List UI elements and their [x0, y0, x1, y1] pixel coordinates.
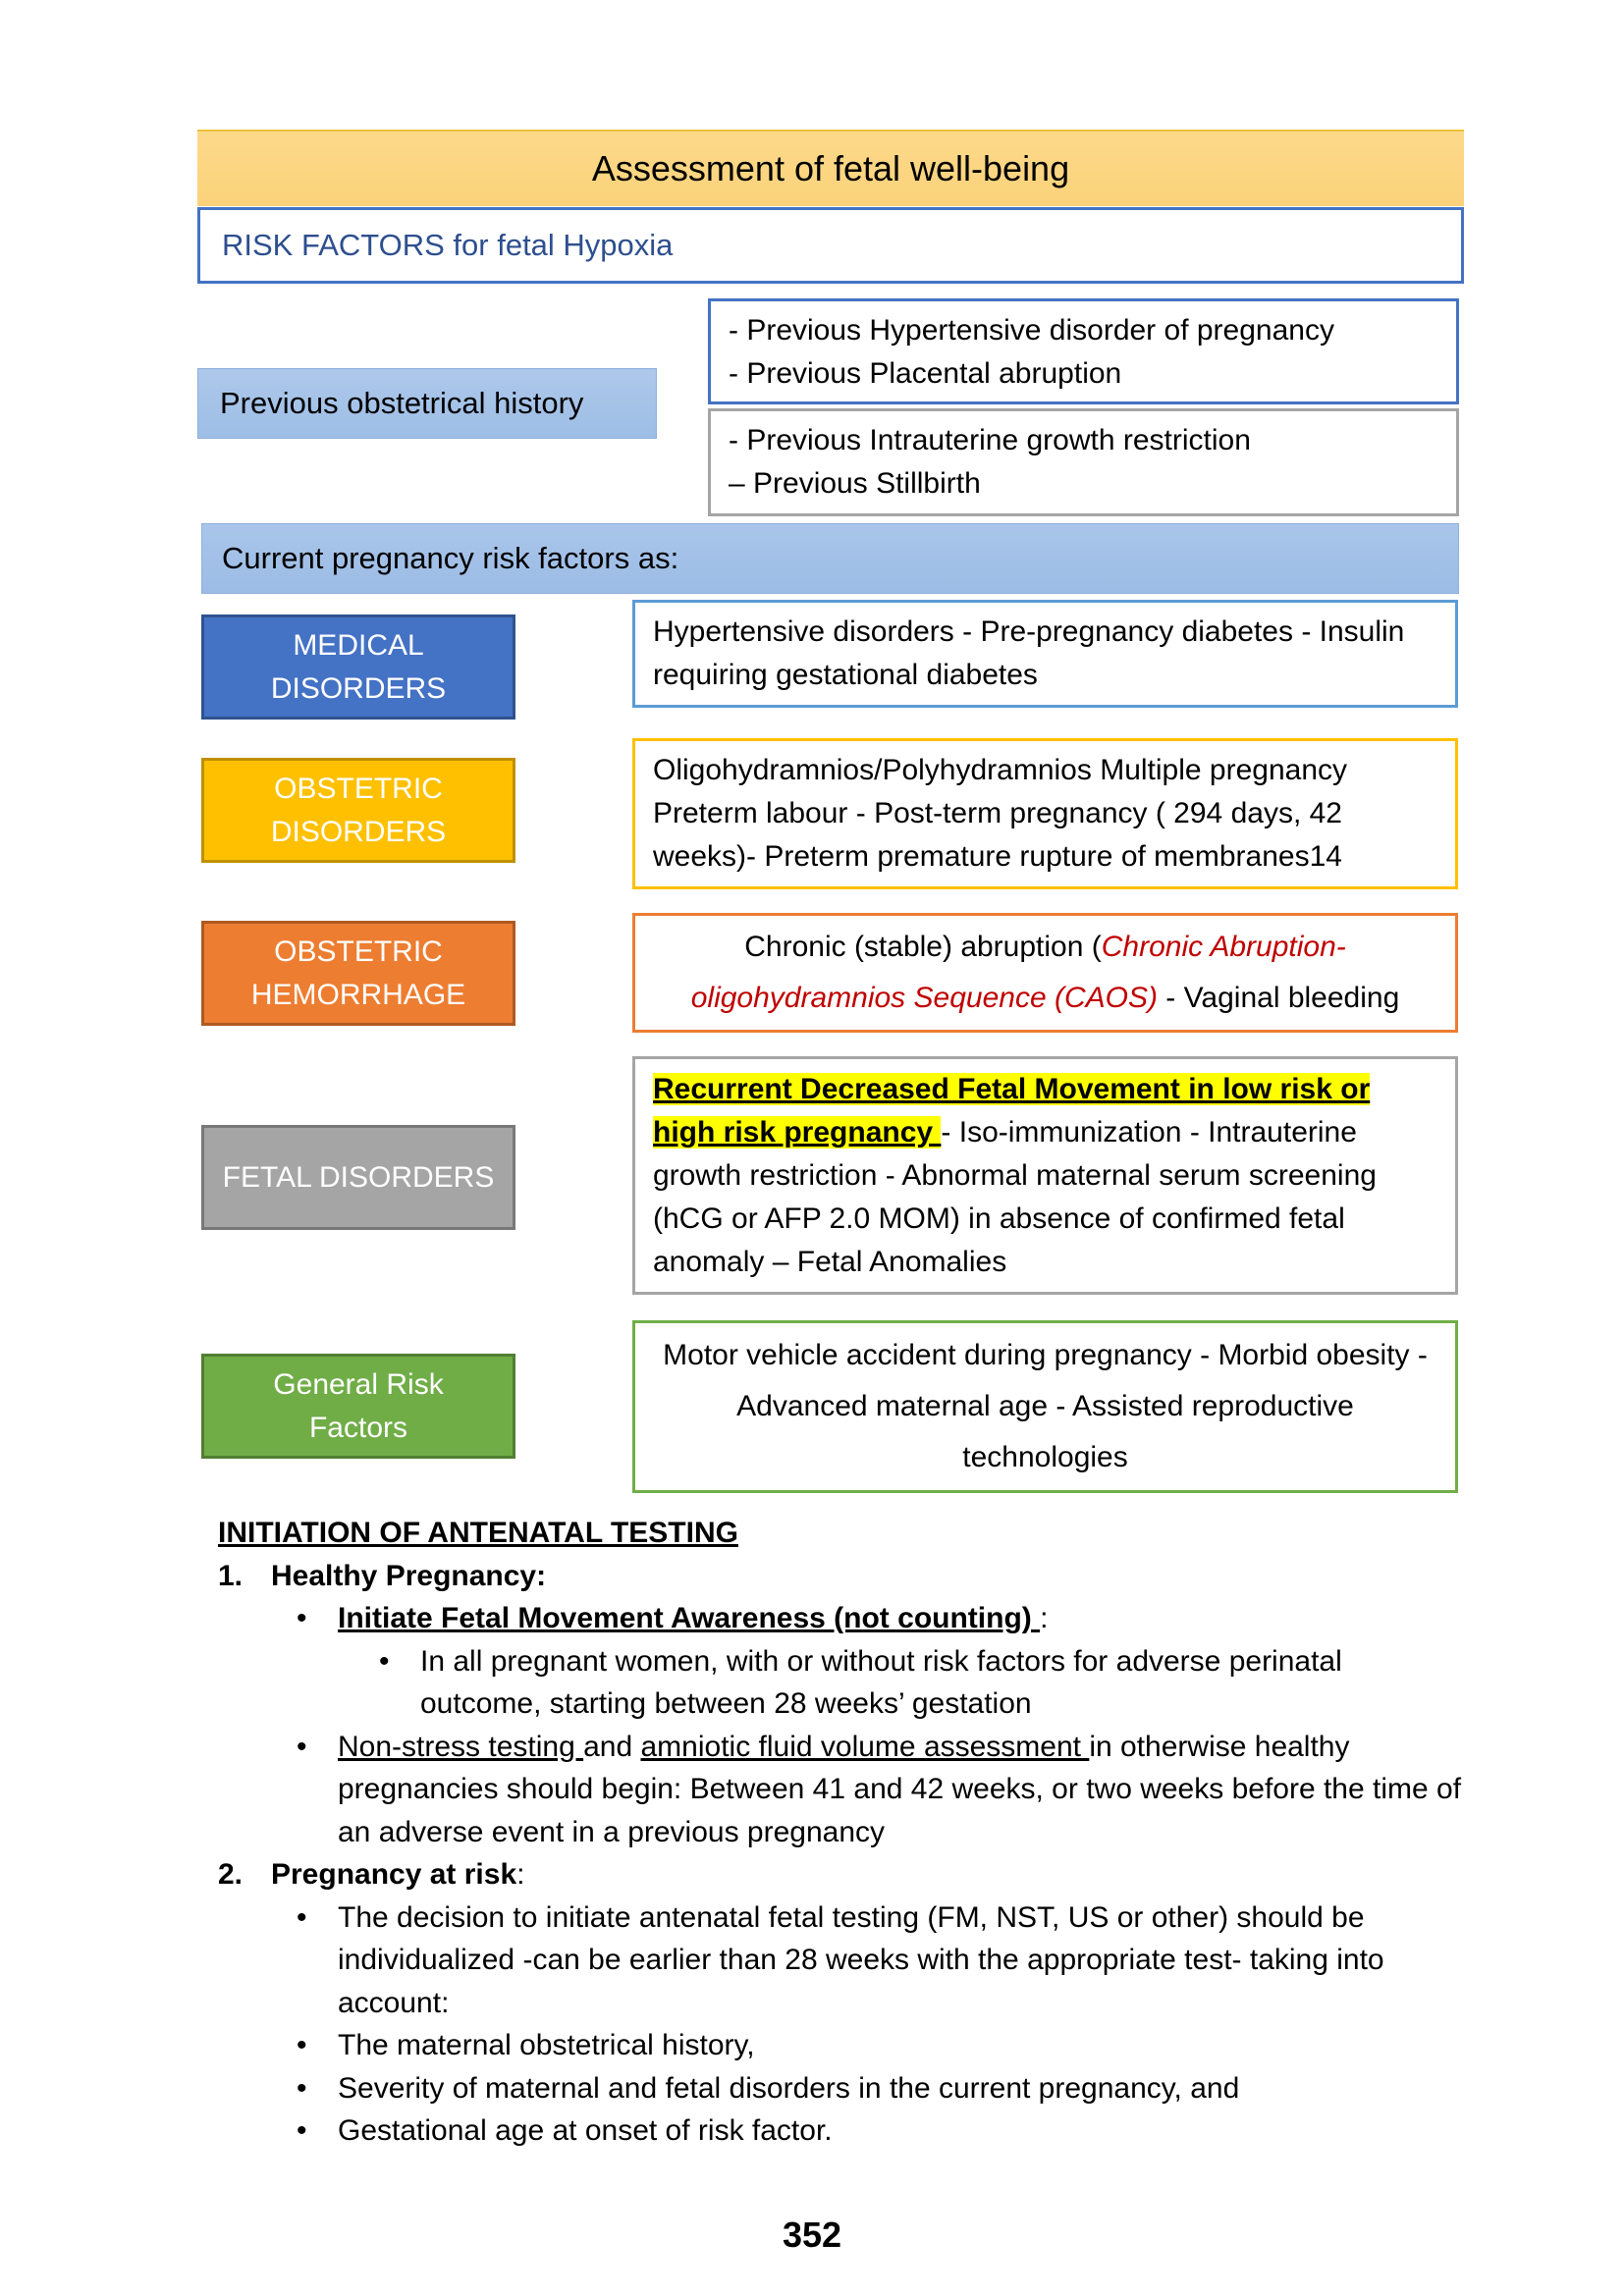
current-risk-factors-bar: Current pregnancy risk factors as: — [201, 523, 1459, 594]
item-title: Pregnancy at risk — [271, 1858, 517, 1891]
category-obstetric-disorders — [201, 758, 515, 863]
general-risk-factors-detail — [632, 1320, 1458, 1493]
bullet-icon: • — [297, 2071, 307, 2105]
bullet-text: The maternal obstetrical history, — [338, 2029, 755, 2061]
bullet-underlined: Initiate Fetal Movement Awareness (not counting) — [338, 1602, 1041, 1634]
item-number: 2. — [218, 1858, 244, 1891]
previous-history-label: Previous obstetrical history — [197, 368, 657, 439]
sub-bullet-item — [218, 1640, 1465, 1726]
bullet-icon: • — [297, 2029, 307, 2061]
caos-text: Chronic Abruption-oligohydramnios Sequence (CAOS) — [690, 931, 1346, 1014]
category-label-line: DISORDERS — [270, 815, 447, 848]
previous-history-item: - Previous Intrauterine growth restriction — [729, 424, 1251, 456]
bullet-text: Severity of maternal and fetal disorders in the current pregnancy, and — [338, 2071, 1240, 2105]
initiation-section — [218, 1512, 1465, 2153]
previous-history-item: – Previous Stillbirth — [729, 467, 981, 500]
item-title: Healthy Pregnancy: — [271, 1559, 547, 1592]
category-general-risk-factors — [201, 1354, 515, 1459]
bullet-icon: • — [297, 2114, 307, 2147]
underlined-text: amniotic fluid volume assessment — [640, 1730, 1090, 1763]
detail-text: Chronic (stable) abruption ( — [744, 931, 1102, 963]
bullet-item — [218, 2024, 1465, 2067]
page-number: 352 — [782, 2215, 842, 2255]
bullet-item — [218, 1896, 1465, 2025]
category-obstetric-hemorrhage — [201, 921, 515, 1026]
page-title: Assessment of fetal well-being — [197, 130, 1464, 206]
bullet-icon: • — [297, 1730, 307, 1763]
medical-disorders-detail — [632, 600, 1458, 708]
detail-text: Oligohydramnios/Polyhydramnios Multiple pregnancy Preterm labour - Post-term pregnancy ( 294 days, 42 weeks)- Preterm premature rupture of membranes14 — [653, 754, 1348, 873]
category-label-line: DISORDERS — [270, 671, 447, 705]
bullet-text: The decision to initiate antenatal fetal testing (FM, NST, US or other) should be individualized -can be earlier than 28 weeks with the appropriate test- taking into account: — [338, 1900, 1384, 2019]
category-label-line: HEMORRHAGE — [250, 978, 466, 1011]
obstetric-hemorrhage-detail — [632, 913, 1458, 1033]
previous-history-box-1 — [708, 298, 1459, 404]
category-label-line: OBSTETRIC — [274, 772, 443, 805]
previous-history-item: - Previous Placental abruption — [729, 357, 1122, 390]
section-heading: INITIATION OF ANTENATAL TESTING — [218, 1517, 738, 1549]
bullet-text: Gestational age at onset of risk factor. — [338, 2114, 833, 2147]
highlighted-text: Recurrent Decreased Fetal Movement in low risk or high risk pregnancy — [653, 1072, 1371, 1148]
bullet-item — [218, 1726, 1465, 1854]
detail-text: Hypertensive disorders - Pre-pregnancy diabetes - Insulin requiring gestational diabetes — [653, 615, 1405, 691]
bullet-icon: • — [297, 1602, 307, 1634]
numbered-item-at-risk — [218, 1853, 1465, 1896]
detail-text: Motor vehicle accident during pregnancy - Morbid obesity - Advanced maternal age - Assisted reproductive technologies — [663, 1339, 1428, 1473]
obstetric-disorders-detail — [632, 738, 1458, 889]
underlined-text: Non-stress testing — [338, 1730, 584, 1763]
risk-factors-header: RISK FACTORS for fetal Hypoxia — [197, 207, 1464, 284]
previous-history-item: - Previous Hypertensive disorder of pregnancy — [729, 314, 1334, 347]
bullet-item — [218, 1597, 1465, 1640]
item-number: 1. — [218, 1559, 244, 1592]
bullet-item — [218, 2109, 1465, 2153]
category-label-line: General Risk — [273, 1367, 444, 1401]
bullet-suffix: : — [1040, 1602, 1049, 1634]
category-label-line: Factors — [308, 1411, 408, 1444]
category-label-line: OBSTETRIC — [274, 934, 443, 968]
bullet-icon: • — [297, 1900, 307, 1934]
sub-bullet-text: In all pregnant women, with or without risk factors for adverse perinatal outcome, starting between 28 weeks’ gestation — [420, 1644, 1342, 1720]
fetal-disorders-detail — [632, 1056, 1458, 1295]
bullet-text: in otherwise healthy pregnancies should begin: Between 41 and 42 weeks, or two weeks before the time of an adverse event in a previous pregnancy — [338, 1730, 1462, 1848]
detail-text: - Vaginal bleeding — [1157, 982, 1400, 1014]
category-label-line: MEDICAL — [293, 628, 424, 662]
numbered-item-healthy — [218, 1555, 1465, 1598]
bullet-icon: • — [379, 1644, 390, 1678]
detail-text: - Iso-immunization - Intrauterine growth restriction - Abnormal maternal serum screening (hCG or AFP 2.0 MOM) in absence of confirmed fetal anomaly – Fetal Anomalies — [653, 1115, 1377, 1278]
previous-history-box-2 — [708, 408, 1459, 516]
item-title-suffix: : — [516, 1858, 525, 1891]
category-fetal-disorders — [201, 1125, 515, 1230]
bullet-text: and — [583, 1730, 641, 1763]
category-label-line: FETAL DISORDERS — [222, 1160, 495, 1194]
category-medical-disorders — [201, 614, 515, 720]
bullet-item — [218, 2067, 1465, 2110]
